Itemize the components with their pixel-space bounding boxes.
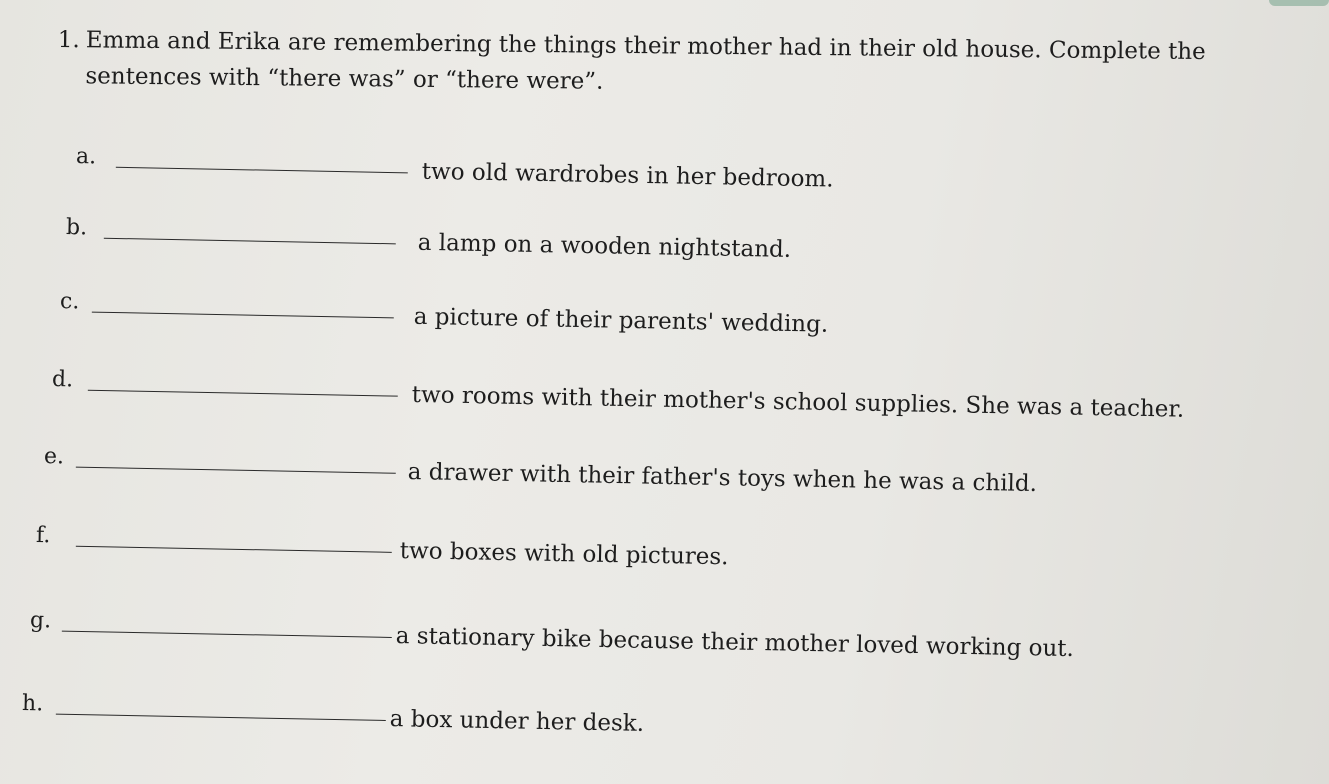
item-sentence: a drawer with their father's toys when he was a child. — [407, 458, 1038, 498]
exercise-instructions: Emma and Erika are remembering the things their mother had in their old house. Complete the sentences with “there was” or “there were”. — [85, 27, 1206, 95]
answer-blank[interactable] — [76, 467, 396, 474]
item-letter: f. — [35, 523, 51, 549]
item-sentence: a picture of their parents' wedding. — [413, 303, 829, 338]
item-letter: c. — [59, 289, 80, 315]
item-letter: b. — [65, 215, 88, 241]
item-sentence: two rooms with their mother's school supplies. She was a teacher. — [411, 381, 1185, 423]
item-sentence: two boxes with old pictures. — [399, 537, 729, 571]
answer-blank[interactable] — [116, 167, 408, 174]
item-sentence: a box under her desk. — [389, 706, 645, 737]
item-letter: d. — [51, 367, 74, 393]
item-letter: g. — [29, 608, 52, 634]
answer-blank[interactable] — [56, 714, 386, 721]
item-letter: h. — [21, 691, 44, 717]
item-letter: e. — [43, 444, 65, 470]
answer-blank[interactable] — [76, 546, 392, 553]
answer-blank[interactable] — [62, 631, 392, 638]
answer-blank[interactable] — [104, 238, 396, 245]
answer-blank[interactable] — [88, 390, 398, 397]
answer-blank[interactable] — [92, 312, 394, 319]
item-letter: a. — [75, 144, 97, 170]
exercise-header — [57, 22, 1308, 107]
exercise-number: 1. — [57, 26, 80, 54]
page-corner-mark — [1269, 0, 1329, 6]
item-sentence: a lamp on a wooden nightstand. — [417, 229, 792, 263]
item-sentence: two old wardrobes in her bedroom. — [421, 158, 834, 193]
item-sentence: a stationary bike because their mother loved working out. — [395, 623, 1075, 663]
